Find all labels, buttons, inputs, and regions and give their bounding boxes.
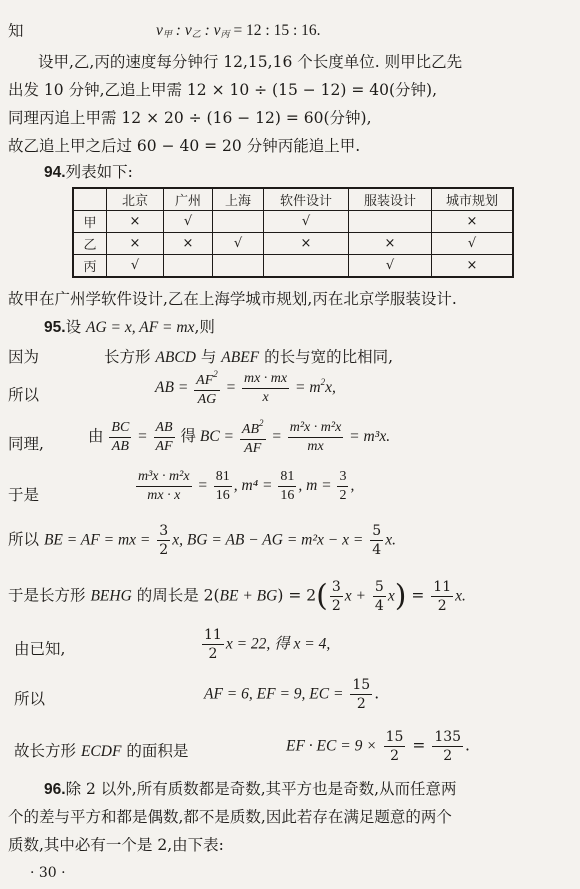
known-label: 由已知, [14, 640, 66, 658]
then-label: 于是 [8, 486, 40, 504]
table-row [73, 255, 513, 278]
table-cell: √ [349, 255, 432, 278]
table-header-cell: 服装设计 [349, 188, 432, 211]
p1-line4: 故乙追上甲之后过 60 − 40 = 20 分钟丙能追上甲. [8, 137, 361, 155]
known-line: $\frac{11}{2}$ x = 22, 得 x = 4, [204, 627, 331, 662]
table-cell: × [264, 233, 349, 255]
q96-line3: 质数,其中必有一个是 2,由下表: [8, 836, 224, 854]
q96-line2: 个的差与平方和都是偶数,都不是质数,因此若存在满足题意的两个 [8, 808, 452, 826]
q95-heading: 95.设 AG = x, AF = mx,则 [44, 318, 215, 336]
table-cell [349, 211, 432, 233]
assignment-table [72, 187, 514, 278]
table-header-cell: 上海 [213, 188, 264, 211]
table-header-cell: 城市规划 [432, 188, 514, 211]
table-cell: √ [264, 211, 349, 233]
table-cell [213, 211, 264, 233]
q96-number: 96. [44, 781, 66, 798]
perimeter-line: 于是长方形 BEHG 的周长是 2(BE + BG) = 2( $\frac{3}{2}$ x + $\frac{5}{4}$ x) = $\frac{11}{2}$ x. [8, 578, 466, 614]
because-label: 因为 [8, 348, 40, 366]
p1-line1: 设甲,乙,丙的速度每分钟行 12,15,16 个长度单位. 则甲比乙先 [38, 53, 463, 71]
so1-label: 所以 [8, 386, 40, 404]
table-cell: × [432, 211, 514, 233]
table-cell: 甲 [73, 211, 107, 233]
q95-number: 95. [44, 319, 66, 336]
area-equation: EF · EC = 9 × $\frac{15}{2}$ = $\frac{135}{2}$ . [286, 729, 470, 764]
equation-bc: 由 $\frac{BC}{AB}$ = $\frac{AB}{AF}$ 得 BC = $\frac{AB^2}{AF}$ = $\frac{\text{m²x · m²x}}{mx}$ = m³x. [88, 418, 391, 456]
so2-label: 所以 [14, 690, 46, 708]
be-bg-line: 所以 BE = AF = mx = $\frac{3}{2}$ x, BG = AB − AG = m²x − x = $\frac{5}{4}$ x. [8, 523, 396, 558]
table-cell [264, 255, 349, 278]
same-label: 同理, [8, 435, 44, 453]
speed-ratio: $v_甲$ : $v_乙$ : $v_丙 = 12$ : 15 : 16. [156, 22, 321, 39]
table-header-cell: 广州 [164, 188, 213, 211]
p1-line2: 出发 10 分钟,乙追上甲需 12 × 10 ÷ (15 − 12) = 40(分钟), [8, 81, 438, 99]
table-cell: × [107, 211, 164, 233]
table-header-row [73, 188, 513, 211]
equation-ab: AB = $\frac{AF^2}{AG}$ = $\frac{mx \cdot mx}{x}$ = $m^2x$, [155, 369, 336, 407]
page-number: · 30 · [30, 865, 66, 881]
because-line: 长方形 ABCD 与 ABEF 的长与宽的比相同, [104, 348, 393, 366]
table-cell: √ [107, 255, 164, 278]
bleed-through-shading [536, 8, 576, 888]
table-cell: √ [213, 233, 264, 255]
table-cell: 丙 [73, 255, 107, 278]
table-row [73, 233, 513, 255]
equation-m: $\frac{\text{m³x · m²x}}{mx \cdot x}$ = $\frac{81}{16}$ , m⁴ = $\frac{81}{16}$ , m = $\frac{3}{2}$ , [138, 469, 355, 503]
table-cell: × [432, 255, 514, 278]
table-cell: × [107, 233, 164, 255]
table-header-cell: 北京 [107, 188, 164, 211]
table-row [73, 211, 513, 233]
table-header-cell: 软件设计 [264, 188, 349, 211]
table-header-cell [73, 188, 107, 211]
q94-number: 94. [44, 164, 66, 181]
table-cell: 乙 [73, 233, 107, 255]
word-zhi: 知 [8, 22, 24, 40]
table-cell [213, 255, 264, 278]
q96-line1: 96.除 2 以外,所有质数都是奇数,其平方也是奇数,从而任意两 [44, 780, 457, 798]
so2-line: AF = 6, EF = 9, EC = $\frac{15}{2}$ . [204, 677, 380, 712]
table-cell: √ [432, 233, 514, 255]
p1-line3: 同理丙追上甲需 12 × 20 ÷ (16 − 12) = 60(分钟), [8, 109, 372, 127]
table-cell: × [349, 233, 432, 255]
q94-conclusion: 故甲在广州学软件设计,乙在上海学城市规划,丙在北京学服装设计. [8, 290, 457, 308]
table-cell: √ [164, 211, 213, 233]
table-cell: × [164, 233, 213, 255]
table-cell [164, 255, 213, 278]
area-line: 故长方形 ECDF 的面积是 [14, 742, 189, 760]
q94-heading: 94.列表如下: [44, 163, 133, 181]
